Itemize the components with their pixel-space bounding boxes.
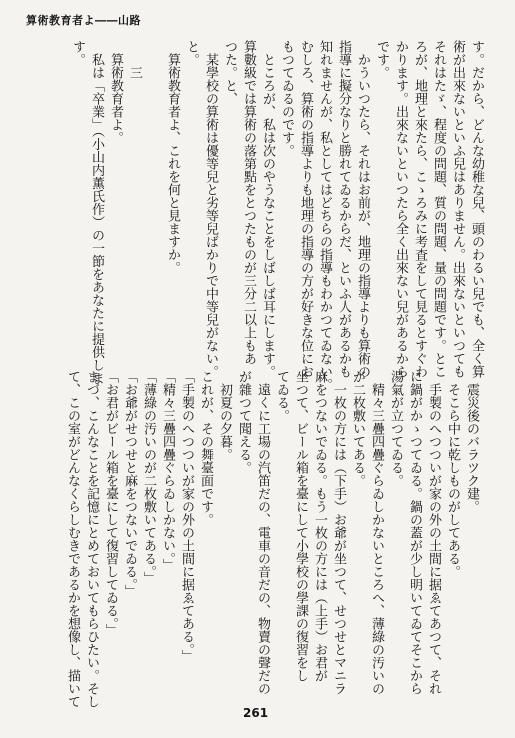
quoted-line: 「手製のへつついが家の外の土間に据ゑてある。」 [179,370,194,663]
text-line: 私は「卒業」（小山内薫氏作）の一節をあなたに提供しま [89,40,104,385]
text-line: 手製のへつついが家の外の土間に据ゑてあつて、それ [426,370,441,695]
text-line: 算術教育者よ。 [108,40,123,144]
text-line: そこら中に乾しものがしてある。 [445,370,460,578]
text-line: 算數級では算術の落第點をとつたものが三分二以上もあ [241,40,256,365]
text-line: まづ、こんなことを記憶にとめておいてもらひたい。そし [84,370,99,708]
text-line: つた。と、 [222,40,237,105]
text-line: す。だから、どんな幼稚な兒、頭のわるい兒でも、全く算 [469,40,484,378]
text-line: もつてゐるのです。 [279,40,294,157]
text-line: が二枚敷いてある。 [350,370,365,487]
text-line: 術が出來ないといふ兒はありません。出來ないといつても [450,40,465,378]
quoted-line: 「お爺がせつせと麻をつないでゐる。」 [122,370,137,598]
text-line: 精々三疊四疊ぐらゐしかないところへ、薄綠の汚いの [369,370,384,695]
text-line: 一枚の方には（下手）お爺が坐つて、せつせとマニラ [331,370,346,695]
text-line: ろが、地理と來たら、こゝろみに考査をして見るとすぐわ [412,40,427,378]
text-line: に鍋がかゝつてゐる。鍋の蓋が少し明いてゐてそこから [407,370,422,695]
quoted-line: 「お君がビール箱を臺にして復習してゐる。」 [103,370,118,637]
text-line: それはたゞ、程度の問題、質の問題、量の問題です。とこ [431,40,446,378]
text-line: 初夏の夕暮。 [217,370,232,461]
text-line: て、この室がどんなくらしむきであるかを想像し、描いて [65,370,80,708]
text-line: 麻をつないでゐる。もう一枚の方には（上手）お君が [312,370,327,682]
text-line: が雜つて聞える。 [236,370,251,474]
quoted-line: 「精々三疊四疊ぐらゐしかない。」 [160,370,175,572]
text-line: むしろ、算術の指導よりも地理の指導の方が好きな位にお [298,40,313,378]
text-line: 指導に擬分なりと勝れてゐるからだ、といふ人があるかも [336,40,351,378]
text-line: かういつたら、それはお前が、地理の指導よりも算術の [355,40,370,378]
text-line: ところが、私は次のやうなことをしばしば耳にします。 [260,40,275,378]
page-number: 261 [243,706,269,720]
text-line: 知れませんが、私としてはどちらの指導もわかつてゐない。 [317,40,332,391]
text-line: 某學校の算術は優等兒と劣等兒ばかりで中等兒がない。 [203,40,218,378]
text-line: てゐる。 [274,370,289,422]
text-line: 湯氣が立つてゐる。 [388,370,403,487]
running-title: 算術教育者よ――山路 [26,14,141,27]
text-line: これが、その舞臺面です。 [198,370,213,526]
text-line: 坐つて、ビール箱を臺にして小學校の學課の復習をし [293,370,308,682]
text-line: す。 [70,40,85,66]
text-line: と。 [184,40,199,66]
text-line: です。 [374,40,389,79]
text-line: 算術教育者よ、これを何と見ますか。 [165,40,180,274]
quoted-line: 「薄綠の汚いのが二枚敷いてある。」 [141,370,156,585]
text-line: かります。出來ないといつたら全く出來ない兒があるから [393,40,408,378]
text-line: 震災後のバラツク建。 [464,370,479,513]
text-line: 遠くに工場の汽笛だの、電車の音だの、物賣の聲だの [255,370,270,695]
section-heading: 三 [127,40,142,79]
